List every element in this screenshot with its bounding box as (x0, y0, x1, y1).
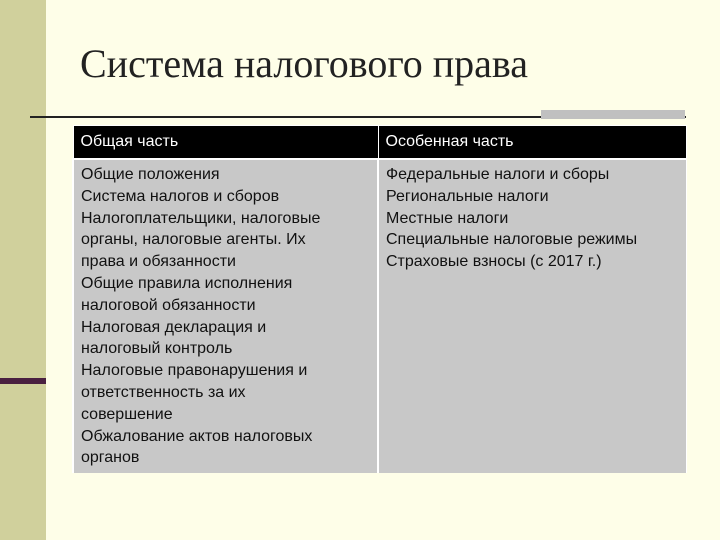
slide-title: Система налогового права (80, 41, 529, 86)
list-item: органов (81, 449, 140, 467)
list-item: Региональные налоги (386, 187, 549, 205)
list-item: совершение (81, 405, 173, 423)
list-item: Федеральные налоги и сборы (386, 166, 610, 183)
list-item: органы, налоговые агенты. Их (81, 231, 306, 249)
special-part-cell (378, 159, 686, 473)
list-item: ответственность за их (81, 383, 246, 401)
list-item: Обжалование актов налоговых (81, 427, 313, 445)
list-item: налоговый контроль (81, 340, 233, 358)
list-item: Местные налоги (386, 209, 509, 227)
left-accent-bar (0, 378, 46, 384)
list-item: права и обязанности (81, 253, 236, 271)
title-underline-block (541, 110, 685, 119)
table-row (73, 159, 686, 473)
left-decorative-band (0, 0, 46, 540)
list-item: Страховые взносы (с 2017 г.) (386, 253, 602, 271)
table-header-row (73, 126, 686, 160)
header-general-part: Общая часть (73, 126, 378, 160)
list-item: Налогоплательщики, налоговые (81, 209, 321, 227)
list-item: Специальные налоговые режимы (386, 231, 638, 249)
list-item: Система налогов и сборов (81, 187, 280, 205)
list-item: Налоговые правонарушения и (81, 362, 308, 380)
header-special-part: Особенная часть (378, 126, 686, 160)
list-item: Налоговая декларация и (81, 318, 267, 336)
list-item: Общие положения (81, 166, 220, 183)
list-item: Общие правила исполнения (81, 274, 293, 292)
general-part-cell (73, 159, 378, 473)
list-item: налоговой обязанности (81, 296, 256, 314)
tax-law-table (72, 125, 687, 473)
